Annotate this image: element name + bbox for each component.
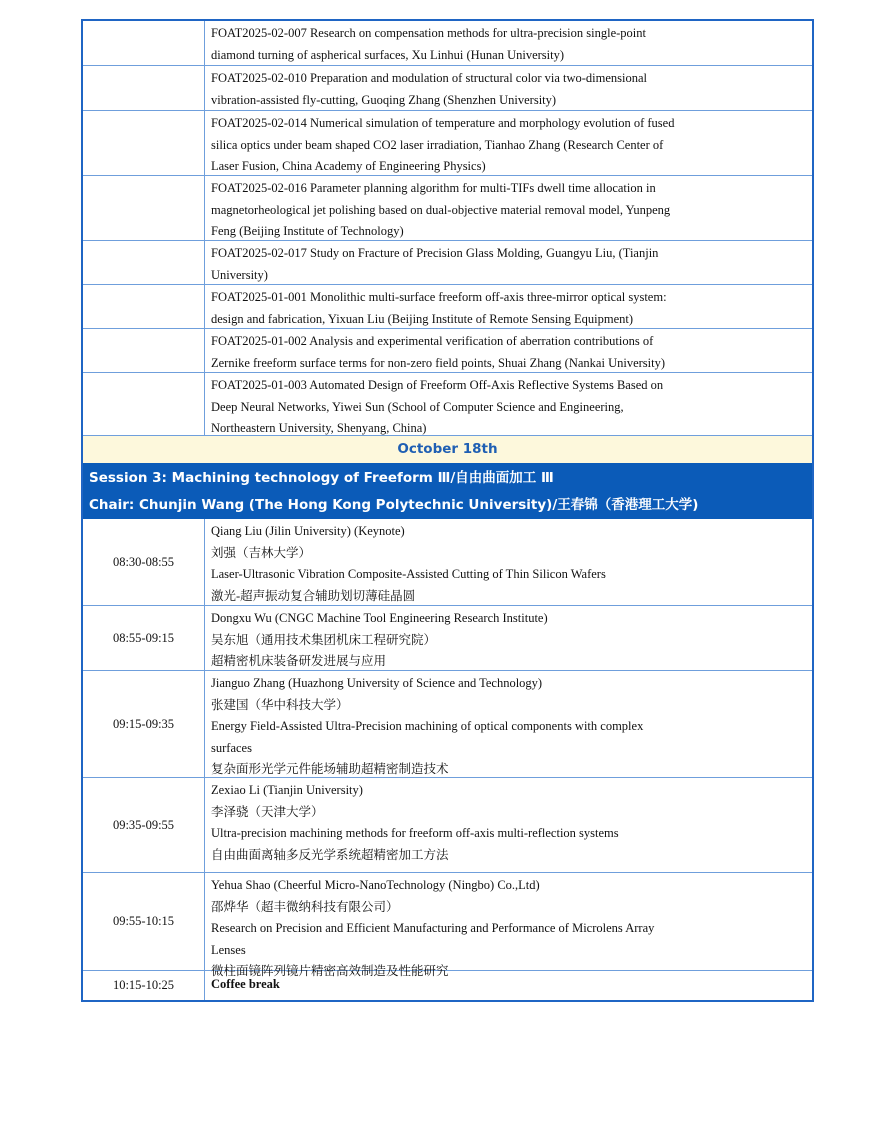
talk-row <box>83 670 812 777</box>
paper-entry <box>205 111 812 175</box>
talk-time: 09:15-09:35 <box>83 671 205 777</box>
schedule-table <box>81 19 814 1002</box>
paper-entry <box>205 176 812 240</box>
paper-line: Feng (Beijing Institute of Technology) <box>211 224 404 239</box>
paper-row <box>83 372 812 435</box>
session-header <box>83 463 812 519</box>
talk-details <box>205 519 812 605</box>
paper-entry <box>205 241 812 284</box>
break-time: 10:15-10:25 <box>83 971 205 1000</box>
paper-line: FOAT2025-01-002 Analysis and experimental verification of aberration contributions of <box>211 334 654 348</box>
talk-row <box>83 872 812 979</box>
speaker-name-cn: 李泽骁（天津大学） <box>211 804 324 819</box>
talk-time: 09:35-09:55 <box>83 778 205 872</box>
speaker-name: Zexiao Li (Tianjin University) <box>211 783 363 797</box>
paper-row <box>83 21 812 65</box>
speaker-name-cn: 邵烨华（超丰微纳科技有限公司） <box>211 899 399 914</box>
paper-row <box>83 110 812 175</box>
time-cell-empty <box>83 241 205 284</box>
paper-row <box>83 175 812 240</box>
break-label: Coffee break <box>211 977 280 992</box>
paper-line: FOAT2025-02-016 Parameter planning algorithm for multi-TIFs dwell time allocation in <box>211 181 656 195</box>
paper-row <box>83 65 812 110</box>
talk-details <box>205 873 812 979</box>
talk-title: Research on Precision and Efficient Manufacturing and Performance of Microlens Array <box>211 921 655 936</box>
paper-line: FOAT2025-02-007 Research on compensation methods for ultra-precision single-point <box>211 26 646 40</box>
talk-title: Energy Field-Assisted Ultra-Precision machining of optical components with complex <box>211 719 644 734</box>
talk-time: 08:30-08:55 <box>83 519 205 605</box>
paper-line: FOAT2025-02-014 Numerical simulation of temperature and morphology evolution of fused <box>211 116 675 130</box>
speaker-name-cn: 张建国（华中科技大学） <box>211 697 349 712</box>
session-chair: Chair: Chunjin Wang (The Hong Kong Polytechnic University)/王春锦（香港理工大学) <box>89 497 699 513</box>
session-title: Session 3: Machining technology of Freeform Ⅲ/自由曲面加工 Ⅲ <box>89 470 554 486</box>
talk-row <box>83 519 812 605</box>
time-cell-empty <box>83 111 205 175</box>
paper-line: diamond turning of aspherical surfaces, Xu Linhui (Hunan University) <box>211 47 565 62</box>
talk-details <box>205 606 812 670</box>
paper-row <box>83 240 812 284</box>
paper-line: FOAT2025-01-003 Automated Design of Freeform Off-Axis Reflective Systems Based on <box>211 378 664 392</box>
time-cell-empty <box>83 176 205 240</box>
speaker-name: Jianguo Zhang (Huazhong University of Science and Technology) <box>211 676 543 690</box>
paper-line: FOAT2025-02-017 Study on Fracture of Precision Glass Molding, Guangyu Liu, (Tianjin <box>211 246 659 260</box>
talk-title-cont: Lenses <box>211 942 246 957</box>
paper-line: Zernike freeform surface terms for non-zero field points, Shuai Zhang (Nankai University) <box>211 355 666 370</box>
talk-title-cn: 微柱面镜阵列镜片精密高效制造及性能研究 <box>211 964 449 979</box>
talk-row <box>83 605 812 670</box>
talk-title-cont: surfaces <box>211 740 252 755</box>
speaker-name: Yehua Shao (Cheerful Micro-NanoTechnology (Ningbo) Co.,Ltd) <box>211 878 540 892</box>
talk-title-cn: 复杂面形光学元件能场辅助超精密制造技术 <box>211 762 449 777</box>
paper-line: Laser Fusion, China Academy of Engineering Physics) <box>211 159 486 174</box>
paper-entry <box>205 21 812 65</box>
talk-title: Laser-Ultrasonic Vibration Composite-Assisted Cutting of Thin Silicon Wafers <box>211 567 606 582</box>
talk-title: Ultra-precision machining methods for freeform off-axis multi-reflection systems <box>211 826 619 841</box>
time-cell-empty <box>83 21 205 65</box>
paper-line: FOAT2025-01-001 Monolithic multi-surface freeform off-axis three-mirror optical system: <box>211 290 667 304</box>
paper-line: silica optics under beam shaped CO2 laser irradiation, Tianhao Zhang (Research Center of <box>211 137 664 152</box>
paper-entry <box>205 329 812 372</box>
speaker-name: Qiang Liu (Jilin University) (Keynote) <box>211 524 405 538</box>
paper-line: University) <box>211 267 268 282</box>
talk-title-cn: 超精密机床装备研发进展与应用 <box>211 654 387 669</box>
paper-line: vibration-assisted fly-cutting, Guoqing Zhang (Shenzhen University) <box>211 92 557 107</box>
break-row <box>83 970 812 1000</box>
paper-entry <box>205 66 812 110</box>
speaker-name-cn: 吴东旭（通用技术集团机床工程研究院） <box>211 632 437 647</box>
paper-row <box>83 284 812 328</box>
talk-time: 08:55-09:15 <box>83 606 205 670</box>
time-cell-empty <box>83 66 205 110</box>
talk-row <box>83 777 812 872</box>
talk-time: 09:55-10:15 <box>83 873 205 970</box>
paper-entry <box>205 373 812 435</box>
paper-line: design and fabrication, Yixuan Liu (Beijing Institute of Remote Sensing Equipment) <box>211 311 634 326</box>
paper-row <box>83 328 812 372</box>
paper-entry <box>205 285 812 328</box>
speaker-name: Dongxu Wu (CNGC Machine Tool Engineering Research Institute) <box>211 611 548 625</box>
paper-line: Northeastern University, Shenyang, China) <box>211 421 427 436</box>
talk-title-cn: 自由曲面离轴多反光学系统超精密加工方法 <box>211 847 449 862</box>
time-cell-empty <box>83 329 205 372</box>
speaker-name-cn: 刘强（吉林大学） <box>211 545 312 560</box>
paper-line: magnetorheological jet polishing based on dual-objective material removal model, Yunpeng <box>211 202 671 217</box>
talk-details <box>205 671 812 777</box>
talk-title-cn: 激光-超声振动复合辅助划切薄硅晶圆 <box>211 588 416 603</box>
paper-line: Deep Neural Networks, Yiwei Sun (School of Computer Science and Engineering, <box>211 399 624 414</box>
paper-line: FOAT2025-02-010 Preparation and modulation of structural color via two-dimensional <box>211 71 648 85</box>
talk-details <box>205 778 812 872</box>
date-header: October 18th <box>83 435 812 463</box>
time-cell-empty <box>83 373 205 435</box>
time-cell-empty <box>83 285 205 328</box>
